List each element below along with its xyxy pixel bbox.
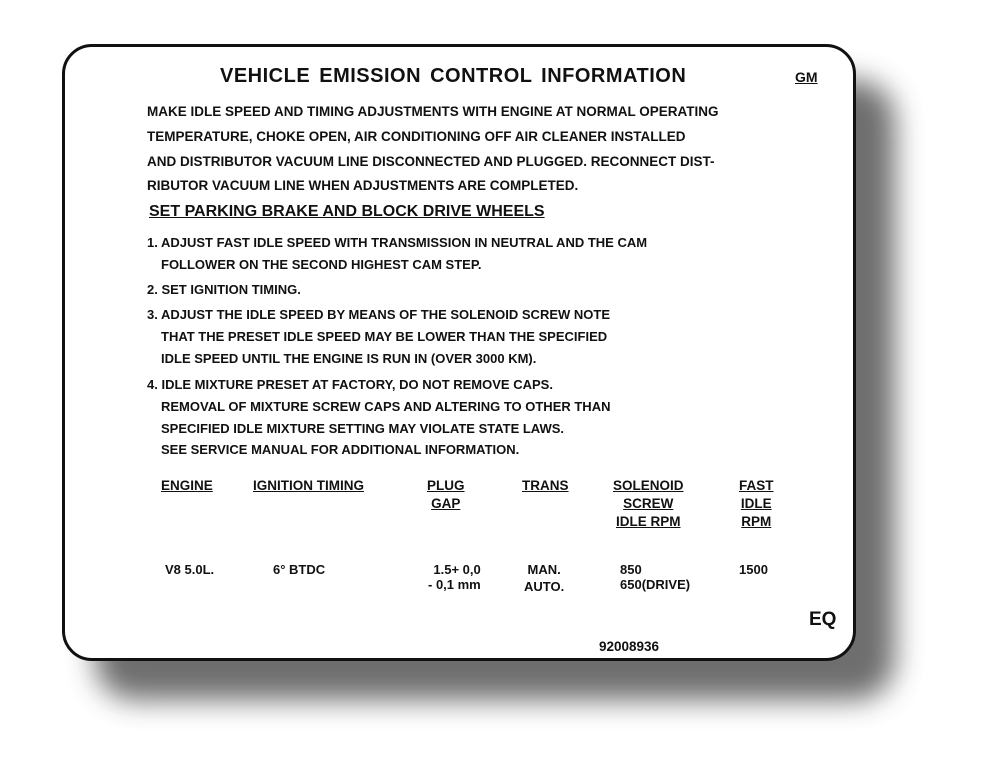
col-header-plug-gap: PLUG GAP xyxy=(427,478,465,511)
col-header-solenoid: SOLENOID SCREW IDLE RPM xyxy=(613,478,684,529)
intro-line: TEMPERATURE, CHOKE OPEN, AIR CONDITIONING OFF AIR CLEANER INSTALLED xyxy=(147,129,686,144)
value-trans: MAN. AUTO. xyxy=(524,562,565,594)
emission-label-card xyxy=(62,44,856,661)
value-plug-gap: 1.5+ 0,0 - 0,1 mm xyxy=(428,562,481,592)
col-header-fast-idle: FAST IDLE RPM xyxy=(739,478,774,529)
step-line: 3. ADJUST THE IDLE SPEED BY MEANS OF THE SOLENOID SCREW NOTE xyxy=(147,307,610,322)
step-line: SEE SERVICE MANUAL FOR ADDITIONAL INFORMATION. xyxy=(161,442,520,457)
col-header-engine: ENGINE xyxy=(161,478,213,493)
part-number: 92008936 xyxy=(599,639,660,654)
step-line: FOLLOWER ON THE SECOND HIGHEST CAM STEP. xyxy=(161,257,482,272)
step-line: REMOVAL OF MIXTURE SCREW CAPS AND ALTERING TO OTHER THAN xyxy=(161,399,611,414)
section-heading: SET PARKING BRAKE AND BLOCK DRIVE WHEELS xyxy=(149,203,545,220)
engine-code: EQ xyxy=(809,609,837,630)
intro-line: AND DISTRIBUTOR VACUUM LINE DISCONNECTED AND PLUGGED. RECONNECT DIST- xyxy=(147,154,715,169)
value-fast-idle-rpm: 1500 xyxy=(739,562,768,577)
gm-logo: GM xyxy=(795,69,818,85)
value-solenoid-rpm: 850 650(DRIVE) xyxy=(620,562,691,592)
intro-line: MAKE IDLE SPEED AND TIMING ADJUSTMENTS WITH ENGINE AT NORMAL OPERATING xyxy=(147,104,719,119)
col-header-ignition-timing: IGNITION TIMING xyxy=(253,478,364,493)
step-line: SPECIFIED IDLE MIXTURE SETTING MAY VIOLATE STATE LAWS. xyxy=(161,421,565,436)
value-ignition-timing: 6° BTDC xyxy=(273,562,326,577)
step-line: 4. IDLE MIXTURE PRESET AT FACTORY, DO NOT REMOVE CAPS. xyxy=(147,377,553,392)
step-line: IDLE SPEED UNTIL THE ENGINE IS RUN IN (OVER 3000 KM). xyxy=(161,351,537,366)
step-line: 1. ADJUST FAST IDLE SPEED WITH TRANSMISSION IN NEUTRAL AND THE CAM xyxy=(147,235,648,250)
col-header-trans: TRANS xyxy=(522,478,569,493)
intro-line: RIBUTOR VACUUM LINE WHEN ADJUSTMENTS ARE COMPLETED. xyxy=(147,178,579,193)
value-engine: V8 5.0L. xyxy=(165,562,215,577)
step-line: THAT THE PRESET IDLE SPEED MAY BE LOWER THAN THE SPECIFIED xyxy=(161,329,608,344)
label-title: VEHICLE EMISSION CONTROL INFORMATION xyxy=(220,65,687,87)
step-line: 2. SET IGNITION TIMING. xyxy=(147,282,301,297)
